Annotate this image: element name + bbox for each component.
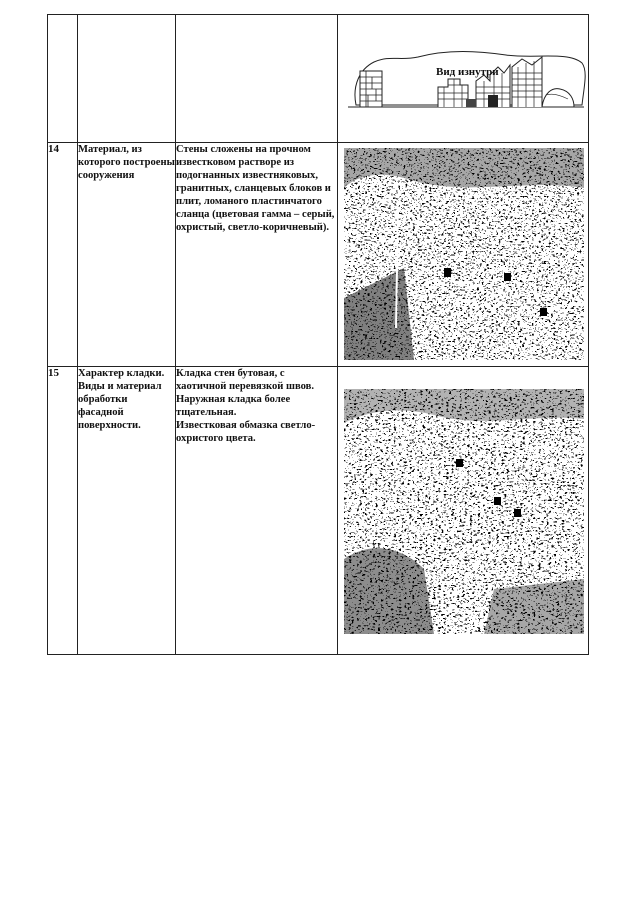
row-number: 15	[48, 367, 78, 655]
empty-cell	[48, 15, 78, 143]
photo-cell	[338, 367, 589, 655]
row-number: 14	[48, 143, 78, 367]
document-table	[47, 14, 589, 655]
empty-cell	[176, 15, 338, 143]
ruin-sketch	[338, 15, 587, 137]
row-description	[176, 367, 338, 655]
table-row-sketch	[48, 15, 589, 143]
masonry-photo-1	[344, 148, 584, 360]
left-wall-sketch	[360, 71, 382, 107]
right-wall-sketch	[512, 57, 574, 107]
description-text: Стены сложены на прочном известковом растворе из подогнанных известняковых, гранитных, сланцевых блоков и плит, ломаного пластинчатого сланца (цветовая гамма – серый, охристый, светло-коричневый).	[176, 144, 335, 233]
table-row-14	[48, 143, 589, 367]
masonry-photo-2	[344, 389, 584, 634]
description-text: Кладка стен бутовая, с хаотичной перевязкой швов. Наружная кладка более тщательная.	[176, 368, 315, 418]
row-description	[176, 143, 338, 367]
photo-cell	[338, 143, 589, 367]
sketch-caption: Вид изнутри	[436, 66, 499, 78]
sketch-cell	[338, 15, 589, 143]
row-criterion: Характер кладки. Виды и материал обработки фасадной поверхности.	[78, 367, 176, 655]
table-row-15	[48, 367, 589, 655]
description-extra: Известковая обмазка светло-охристого цвета.	[176, 420, 316, 444]
empty-cell	[78, 15, 176, 143]
row-criterion: Материал, из которого построены сооружения	[78, 143, 176, 367]
